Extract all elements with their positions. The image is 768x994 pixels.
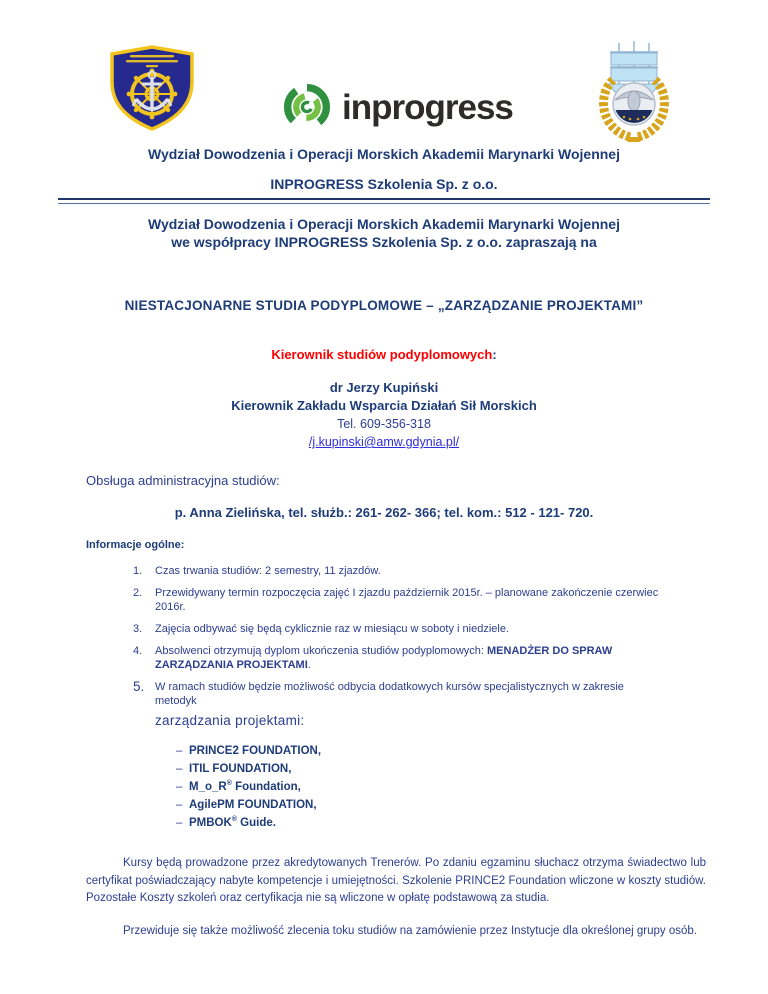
document-title: NIESTACJONARNE STUDIA PODYPLOMOWE – „ZARZĄDZANIE PROJEKTAMI” [124,298,644,313]
list-item [133,622,710,636]
course-text: ITIL FOUNDATION, [189,763,292,775]
body-paragraph-1: Kursy będą prowadzone przez akredytowanych Trenerów. Po zdaniu egzaminu słuchacz otrzyma świadectwo lub certyfikat poświadczający nabyte kompetencje i umiejętności. Szkolenie PRINCE2 Foundation wliczone w koszty studiów. Pozostałe Koszty szkoleń oraz certyfikacja nie są wliczone w opłatę podstawową za studia. [86,857,706,904]
course-label [189,778,301,796]
course-label [189,814,276,832]
manager-contact-block [58,379,710,451]
course-text: PMBOK [189,817,232,829]
course-text: PRINCE2 FOUNDATION, [189,745,322,757]
org-line-1: Wydział Dowodzenia i Operacji Morskich Akademii Marynarki Wojennej [148,146,620,162]
registered-mark: ® [231,816,237,824]
manager-name: dr Jerzy Kupiński [329,380,439,395]
naval-academy-ship-crest-icon [590,38,678,151]
body-paragraph-2: Przewiduje się także możliwość zlecenia toku studiów na zamówienie przez Instytucje dla określonej grupy osób. [123,924,698,937]
list-item [133,586,710,614]
info-heading: Informacje ogólne: [86,539,185,551]
manager-heading-text: Kierownik studiów podyplomowych [271,347,493,362]
manager-heading-colon: : [492,347,497,362]
list-item-text-large: zarządzania projektami: [155,713,305,728]
list-item-text [155,680,660,728]
course-item [176,742,710,760]
course-list [176,742,710,832]
dash-bullet: – [176,781,183,793]
invitation-line-1: Wydział Dowodzenia i Operacji Morskich Akademii Marynarki Wojennej [148,216,620,232]
invitation-heading [58,215,710,251]
admin-contact: p. Anna Zielińska, tel. służb.: 261- 262- 366; tel. kom.: 512 - 121- 720. [174,505,594,520]
dash-bullet: – [176,799,183,811]
course-text: Guide. [236,817,276,829]
list-item-text-normal: . [307,659,311,671]
manager-position: Kierownik Zakładu Wsparcia Działań Sił Morskich [231,398,537,413]
inprogress-logo [282,82,513,137]
list-item-number: 3. [133,623,143,635]
list-item [133,644,710,672]
list-item-text-normal: W ramach studiów będzie możliwość odbycia dodatkowych kursów specjalistycznych w zakresie metodyk [155,681,624,707]
list-item [133,680,710,728]
course-text: M_o_R [189,781,227,793]
list-item-text-normal: Absolwenci otrzymują dyplom ukończenia studiów podyplomowych: [155,645,487,657]
dash-bullet: – [176,763,183,775]
inprogress-swirl-icon [282,82,332,137]
admin-heading: Obsługa administracyjna studiów: [86,473,280,488]
invitation-line-2: we współpracy INPROGRESS Szkolenia Sp. z o.o. zapraszają na [171,234,597,250]
dash-bullet: – [176,817,183,829]
list-item-number: 5. [133,679,145,694]
list-item-text [155,644,660,672]
course-item [176,814,710,832]
list-item-text-bold: MENADŻER DO SPRAW ZARZĄDZANIA PROJEKTAMI [155,645,613,671]
org-line-2: INPROGRESS Szkolenia Sp. z o.o. [270,176,498,192]
list-item-number: 2. [133,587,143,599]
list-item-text: Zajęcia odbywać się będą cyklicznie raz w miesiącu w soboty i niedziele. [155,623,509,635]
header-divider [58,198,710,204]
course-label [189,742,321,760]
brand-wordmark: inprogress [342,88,513,127]
list-item-text: Czas trwania studiów: 2 semestry, 11 zjazdów. [155,565,381,577]
course-item [176,760,710,778]
manager-phone: Tel. 609-356-318 [337,417,431,431]
manager-email-link[interactable]: /j.kupinski@amw.gdynia.pl/ [308,435,460,449]
course-label [189,796,317,814]
dash-bullet: – [176,745,183,757]
list-item-text: Przewidywany termin rozpoczęcia zajęć I zjazdu październik 2015r. – planowane zakończenie czerwiec 2016r. [155,587,659,613]
list-item-number: 1. [133,565,143,577]
manager-heading [58,347,710,362]
course-label [189,760,291,778]
list-item-number: 4. [133,645,143,657]
course-text: AgilePM FOUNDATION, [189,799,317,811]
faculty-naval-crest-icon [104,44,200,137]
course-item [176,796,710,814]
list-item [133,564,710,578]
course-text: Foundation, [231,781,301,793]
course-item [176,778,710,796]
registered-mark: ® [226,780,232,788]
info-list [58,564,710,728]
